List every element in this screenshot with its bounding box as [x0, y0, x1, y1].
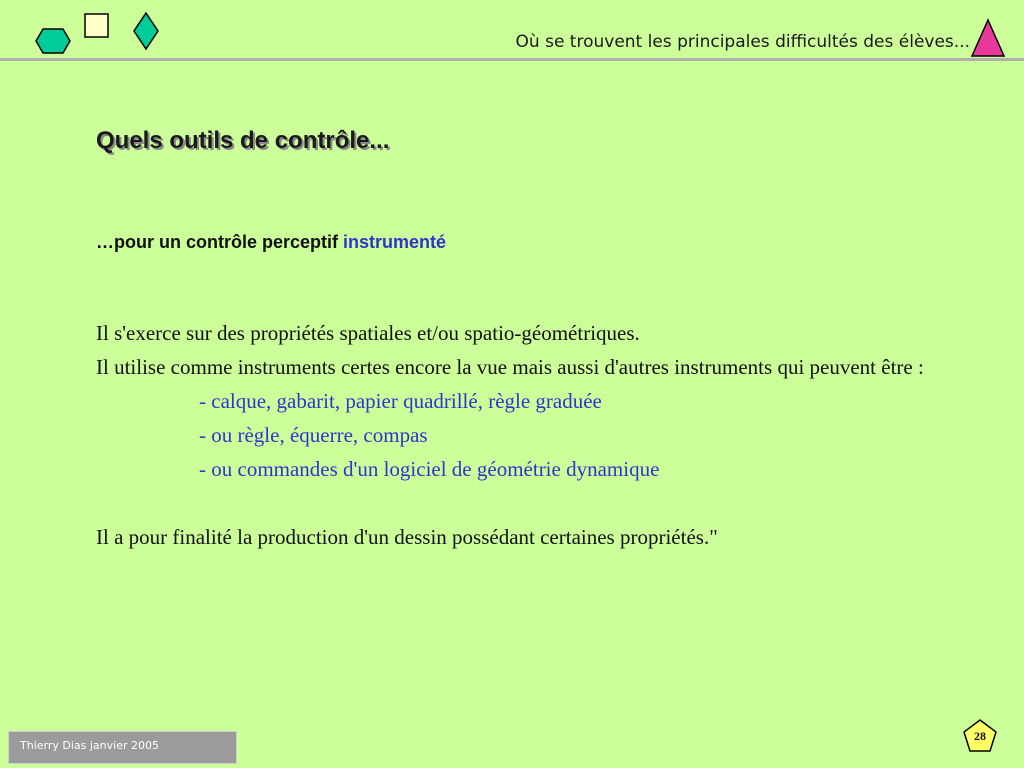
- slide-body: [96, 316, 976, 554]
- hexagon-icon: [34, 28, 72, 54]
- subtitle-prefix: …pour un contrôle perceptif: [96, 232, 344, 252]
- conclusion-paragraph: Il a pour finalité la production d'un dessin possédant certaines propriétés.": [96, 525, 718, 549]
- header-title: Où se trouvent les principales difficultés des élèves...: [515, 32, 970, 52]
- spacer: [96, 486, 976, 520]
- diamond-icon: [132, 11, 160, 51]
- tool-item: - ou commandes d'un logiciel de géométrie dynamique: [199, 457, 660, 481]
- tool-item: - ou règle, équerre, compas: [199, 423, 428, 447]
- triangle-icon[interactable]: [970, 18, 1006, 58]
- subtitle-accent: instrumenté: [343, 232, 447, 252]
- tool-item: - calque, gabarit, papier quadrillé, règle graduée: [199, 389, 602, 413]
- slide-title: Quels outils de contrôle...: [96, 127, 390, 154]
- square-icon: [83, 12, 111, 40]
- body-paragraph: Il s'exerce sur des propriétés spatiales et/ou spatio-géométriques.: [96, 321, 640, 345]
- header-divider: [0, 58, 1024, 61]
- slide-subtitle: [96, 232, 446, 253]
- body-paragraph: Il utilise comme instruments certes encore la vue mais aussi d'autres instruments qui peuvent être :: [96, 355, 924, 379]
- page-number: 28: [974, 729, 986, 743]
- footer-author: Thierry Dias janvier 2005: [20, 739, 159, 752]
